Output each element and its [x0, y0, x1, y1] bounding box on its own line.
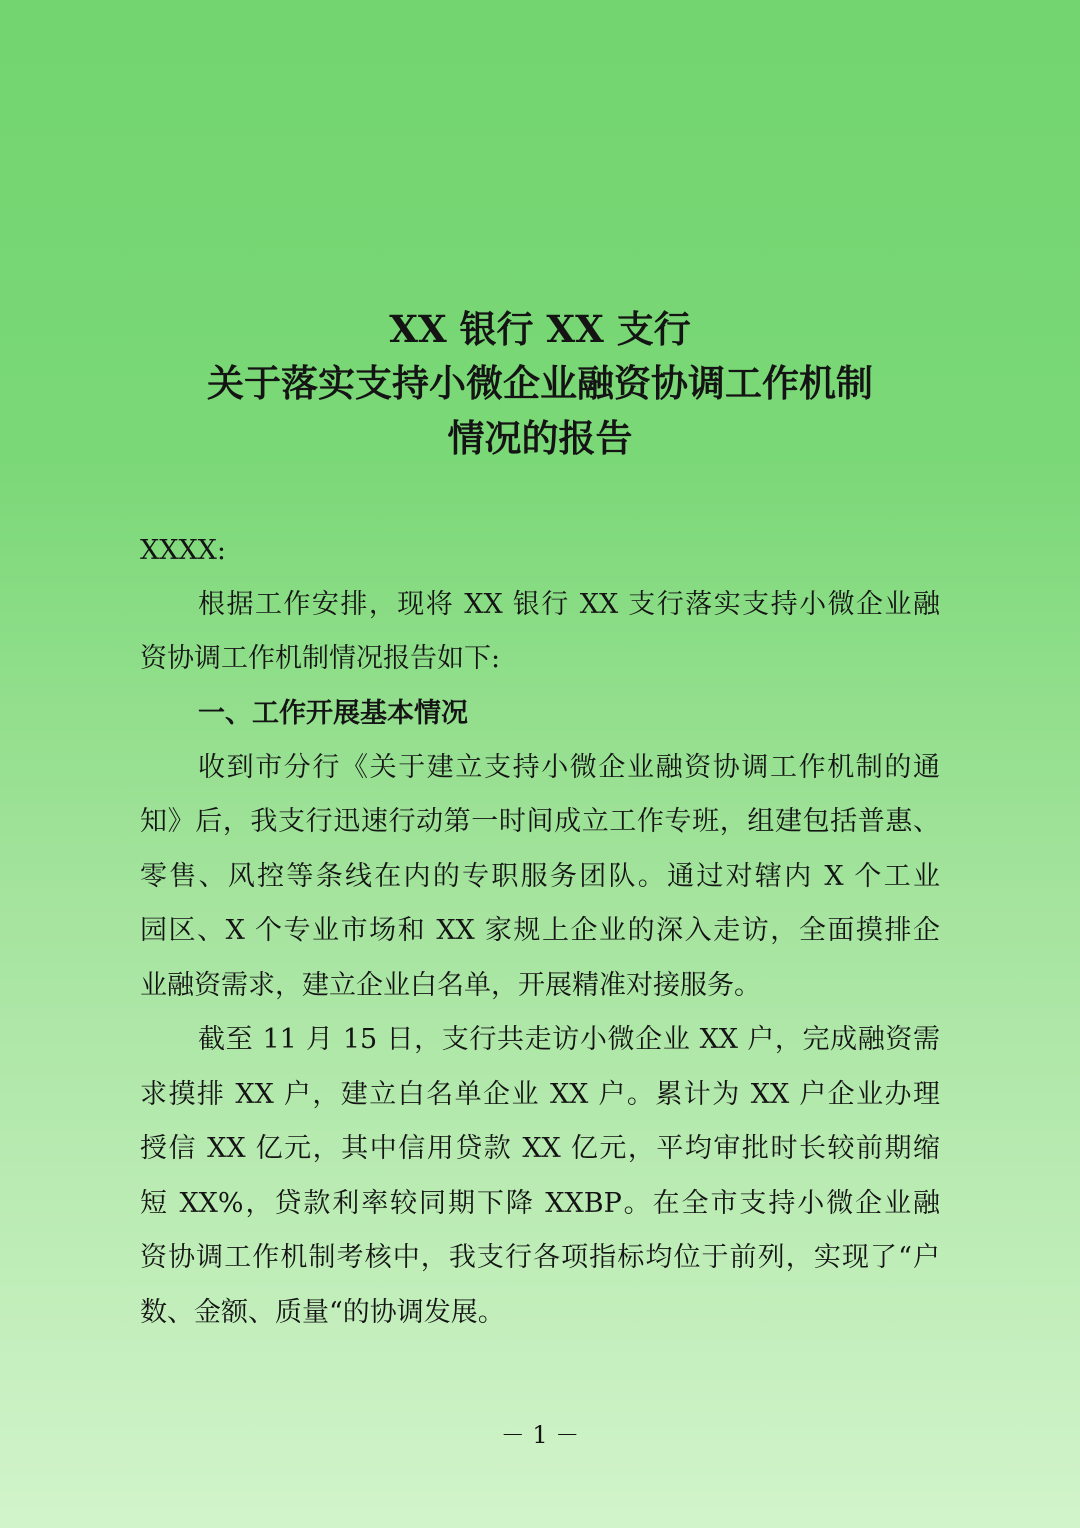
- paragraph-line: 知》后，我支行迅速行动第一时间成立工作专班，组建包括普惠、: [140, 806, 940, 837]
- salutation: XXXX:: [140, 535, 226, 566]
- paragraph-line: 资协调工作机制考核中，我支行各项指标均位于前列，实现了“户: [140, 1242, 940, 1273]
- title-line-3: 情况的报告: [447, 416, 633, 460]
- paragraph-line: 截至 11 月 15 日，支行共走访小微企业 XX 户，完成融资需: [198, 1024, 940, 1055]
- paragraph-line: 求摸排 XX 户，建立白名单企业 XX 户。累计为 XX 户企业办理: [140, 1079, 940, 1110]
- intro-line-2: 资协调工作机制情况报告如下:: [140, 643, 501, 674]
- paragraph-line: 授信 XX 亿元，其中信用贷款 XX 亿元，平均审批时长较前期缩: [140, 1133, 940, 1164]
- page-number: － 1 －: [500, 1421, 580, 1449]
- paragraph-line: 零售、风控等条线在内的专职服务团队。通过对辖内 X 个工业: [140, 861, 940, 892]
- intro-line-1: 根据工作安排，现将 XX 银行 XX 支行落实支持小微企业融: [198, 589, 940, 620]
- paragraph-line: 业融资需求，建立企业白名单，开展精准对接服务。: [140, 970, 761, 1001]
- paragraph-line: 园区、X 个专业市场和 XX 家规上企业的深入走访，全面摸排企: [140, 915, 940, 946]
- section-heading: 一、工作开展基本情况: [198, 698, 468, 729]
- title-line-1: XX 银行 XX 支行: [389, 307, 691, 351]
- paragraph-line: 短 XX%，贷款利率较同期下降 XXBP。在全市支持小微企业融: [140, 1188, 940, 1219]
- paragraph-line: 数、金额、质量“的协调发展。: [140, 1297, 505, 1328]
- title-line-2: 关于落实支持小微企业融资协调工作机制: [207, 361, 873, 405]
- paragraph-line: 收到市分行《关于建立支持小微企业融资协调工作机制的通: [198, 752, 940, 783]
